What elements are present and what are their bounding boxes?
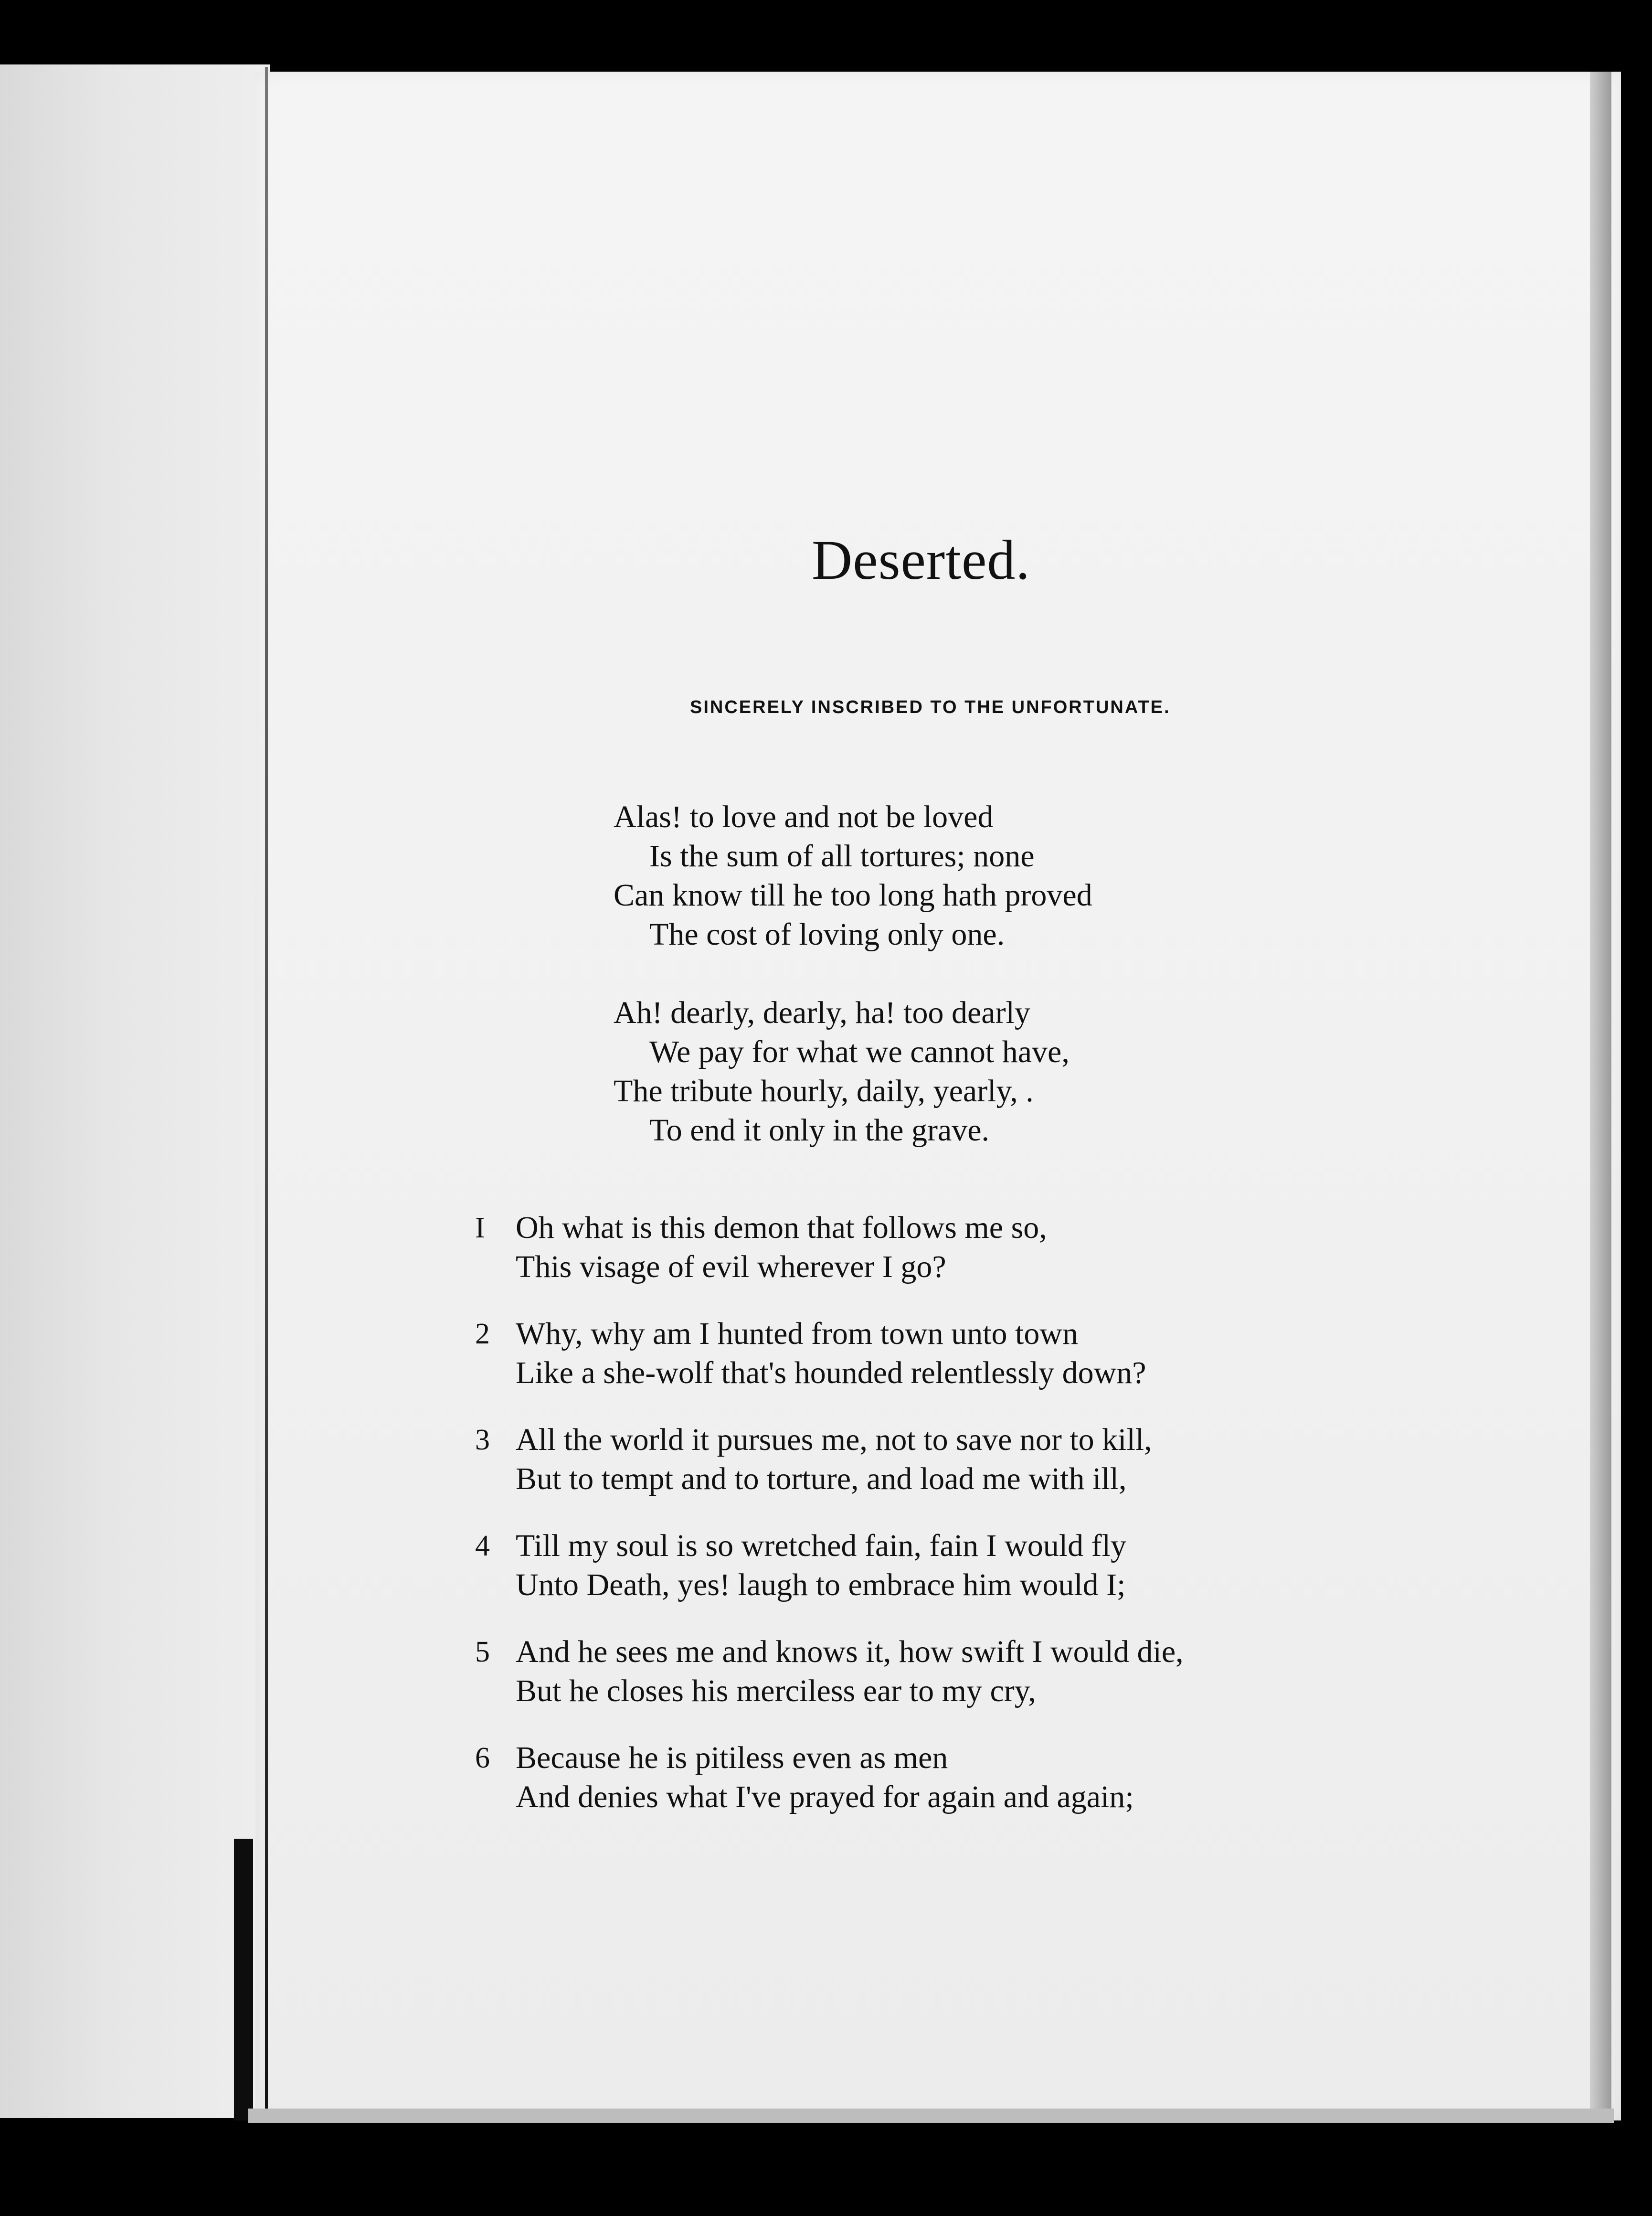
stanza-line: The cost of loving only one. [649, 917, 1005, 952]
binding-shadow [234, 1839, 253, 2120]
poem-title: Deserted. [812, 529, 1030, 591]
verse-2 [475, 1314, 1583, 1393]
stanza-line: Is the sum of all tortures; none [649, 839, 1035, 874]
verse-line: Oh what is this demon that follows me so, [516, 1210, 1047, 1245]
verse-line: But he closes his merciless ear to my cry, [516, 1673, 1036, 1708]
stanza-line: To end it only in the grave. [649, 1113, 990, 1148]
page-right-edge [1590, 72, 1611, 2120]
verse-number: 2 [475, 1318, 490, 1350]
verse-line: This visage of evil wherever I go? [516, 1249, 946, 1284]
verse-line: Till my soul is so wretched fain, fain I would fly [516, 1528, 1126, 1563]
verse-line: Because he is pitiless even as men [516, 1740, 948, 1775]
verse-line: And denies what I've prayed for again and again; [516, 1779, 1134, 1814]
facing-page-edge [0, 64, 270, 2118]
verse-3 [475, 1420, 1583, 1499]
verse-6 [475, 1738, 1583, 1817]
verse-number: 5 [475, 1636, 490, 1668]
stanza-line: The tribute hourly, daily, yearly, . [614, 1074, 1034, 1108]
stanza-line: We pay for what we cannot have, [649, 1034, 1070, 1069]
verse-5 [475, 1632, 1583, 1711]
verse-number: I [475, 1212, 485, 1244]
poem-dedication: SINCERELY INSCRIBED TO THE UNFORTUNATE. [690, 697, 1171, 717]
verse-1 [475, 1208, 1583, 1287]
verse-number: 6 [475, 1742, 490, 1774]
stanza-line: Ah! dearly, dearly, ha! too dearly [614, 995, 1030, 1030]
verse-number: 4 [475, 1530, 490, 1562]
epigraph-stanza-1 [614, 798, 1092, 954]
numbered-verses [475, 1208, 1583, 1844]
stanza-line: Alas! to love and not be loved [614, 799, 994, 834]
page-gutter-line [265, 67, 268, 2116]
verse-line: But to tempt and to torture, and load me with ill, [516, 1461, 1127, 1496]
verse-line: Why, why am I hunted from town unto town [516, 1316, 1079, 1351]
epigraph-stanza-2 [614, 993, 1070, 1150]
verse-number: 3 [475, 1424, 490, 1456]
verse-line: All the world it pursues me, not to save nor to kill, [516, 1422, 1152, 1457]
verse-line: Unto Death, yes! laugh to embrace him would I; [516, 1567, 1126, 1602]
stanza-line: Can know till he too long hath proved [614, 878, 1092, 913]
verse-4 [475, 1526, 1583, 1605]
page-bottom-edge [248, 2109, 1614, 2123]
verse-line: Like a she-wolf that's hounded relentlessly down? [516, 1355, 1146, 1390]
verse-line: And he sees me and knows it, how swift I would die, [516, 1634, 1184, 1669]
